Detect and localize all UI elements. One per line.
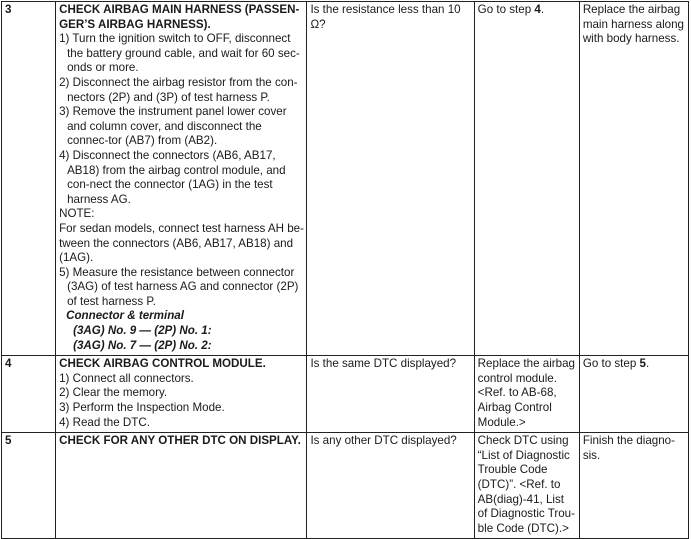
check-cell: [56, 2, 307, 356]
check-item: 4) Read the DTC.: [59, 415, 150, 429]
condition-cell: Is any other DTC displayed?: [307, 433, 474, 539]
check-item: 1) Turn the ignition switch to OFF, disconnect the battery ground cable, and wait for 60 sec-onds or more.: [59, 32, 300, 75]
step-number: 3: [2, 2, 56, 356]
step-number: 5: [2, 433, 56, 539]
diagnostic-table: [1, 1, 689, 539]
check-item: 3) Remove the instrument panel lower cover and column cover, and disconnect the connec-tor (AB7) from (AB2).: [59, 105, 287, 148]
step-link[interactable]: 4: [534, 3, 541, 16]
note-text: For sedan models, connect test harness AH be-tween the connectors (AB6, AB17, AB18) and (1AG).: [59, 221, 304, 265]
yes-suffix: .: [540, 3, 545, 16]
check-item: 4) Disconnect the connectors (AB6, AB17, AB18) from the airbag control module, and con-nect the connector (1AG) in the test harness AG.: [59, 148, 286, 206]
check-title: CHECK FOR ANY OTHER DTC ON DISPLAY.: [59, 434, 301, 448]
check-title: CHECK AIRBAG MAIN HARNESS (PASSEN-GER’S AIRBAG HARNESS).: [59, 3, 300, 31]
yes-cell: Replace the airbag control module. <Ref. to AB-68, Airbag Control Module.>: [474, 356, 579, 433]
yes-cell: Check DTC using “List of Diagnostic Trouble Code (DTC)”. <Ref. to AB(diag)-41, List of Diagnostic Trou-ble Code (DTC).>: [474, 433, 579, 539]
no-cell: Finish the diagno-sis.: [579, 433, 688, 539]
terminal-line: (3AG) No. 7 — (2P) No. 2:: [73, 338, 212, 352]
no-cell: Replace the airbag main harness along with body harness.: [579, 2, 688, 356]
step-link[interactable]: 5: [639, 357, 646, 371]
terminal-heading: Connector & terminal: [66, 309, 184, 323]
yes-cell: [474, 2, 579, 356]
check-item: 3) Perform the Inspection Mode.: [59, 401, 225, 415]
check-item: 1) Connect all connectors.: [59, 371, 194, 385]
terminal-line: (3AG) No. 9 — (2P) No. 1:: [73, 324, 212, 338]
step-number: 4: [2, 356, 56, 433]
table-row: [2, 2, 689, 356]
table-row: [2, 433, 689, 539]
yes-prefix: Go to step: [477, 3, 535, 16]
table-row: [2, 356, 689, 433]
condition-cell: Is the same DTC displayed?: [307, 356, 474, 433]
no-suffix: .: [645, 357, 650, 371]
check-item: 5) Measure the resistance between connector (3AG) of test harness AG and connector (2P) of test harness P.: [59, 265, 299, 308]
no-prefix: Go to step: [582, 357, 640, 371]
note-label: NOTE:: [59, 207, 95, 221]
check-title: CHECK AIRBAG CONTROL MODULE.: [59, 357, 266, 371]
condition-cell: Is the resistance less than 10 Ω?: [307, 2, 474, 356]
no-cell: [579, 356, 688, 433]
check-cell: [56, 433, 307, 539]
check-item: 2) Disconnect the airbag resistor from the con-nectors (2P) and (3P) of test harness P.: [59, 75, 298, 104]
check-item: 2) Clear the memory.: [59, 386, 168, 400]
check-cell: [56, 356, 307, 433]
